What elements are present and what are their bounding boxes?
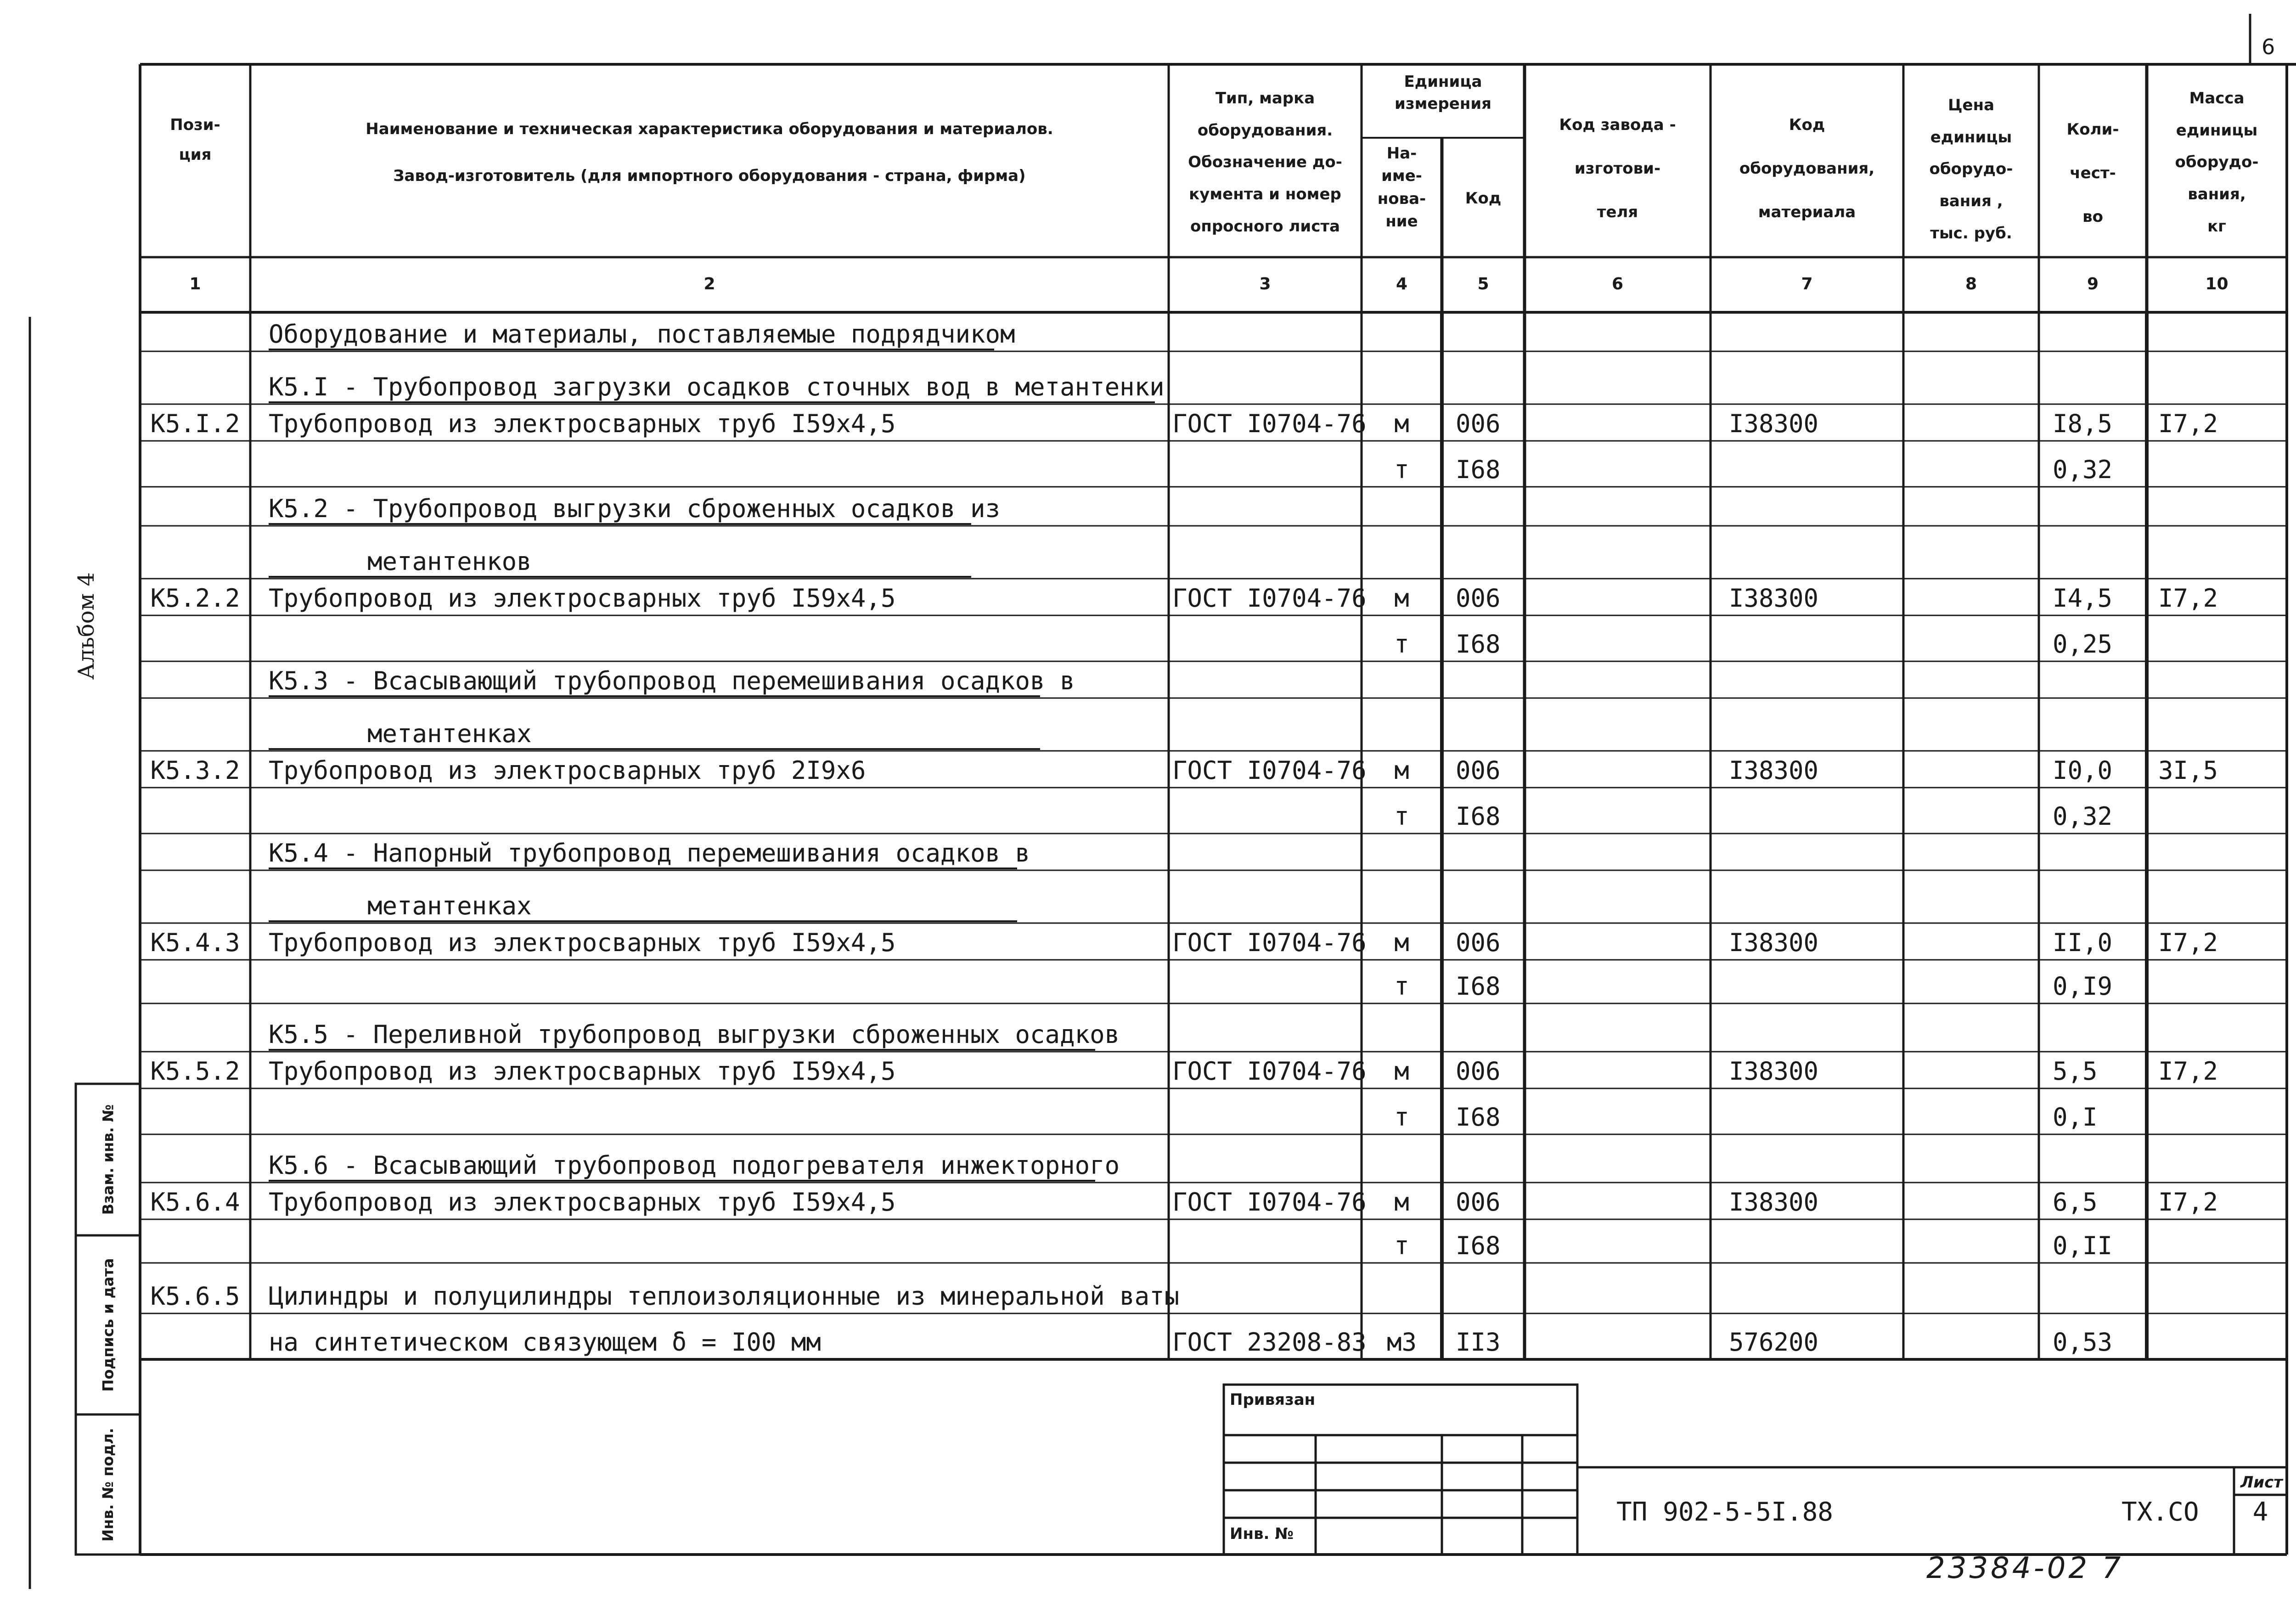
column-number-10: 10: [2205, 275, 2228, 293]
cell-unit: т: [1394, 1103, 1409, 1132]
cell-doc: ГОСТ I0704-76: [1172, 584, 1367, 613]
cell-mass: I7,2: [2158, 928, 2218, 957]
cell-pos: К5.2.2: [150, 584, 240, 613]
cell-mat: I38300: [1729, 1057, 1819, 1086]
table-row: [0, 351, 2296, 404]
cell-unit: м: [1394, 1057, 1409, 1086]
sidebar-vzam: Взам. инв. №: [99, 1104, 117, 1215]
header-quantity: Коли- чест- во: [2066, 120, 2119, 226]
cell-unit: т: [1394, 455, 1409, 484]
cell-unit: м3: [1386, 1328, 1417, 1357]
cell-doc: ГОСТ I0704-76: [1172, 409, 1367, 438]
cell-qty: 0,II: [2053, 1231, 2113, 1260]
cell-name: Трубопровод из электросварных труб I59х4,5: [269, 409, 896, 438]
cell-pos: К5.6.4: [150, 1188, 240, 1217]
cell-name: Трубопровод из электросварных труб I59х4,5: [269, 928, 896, 957]
cell-pos: К5.I.2: [150, 409, 240, 438]
cell-doc: ГОСТ I0704-76: [1172, 756, 1367, 785]
cell-code: 006: [1456, 928, 1501, 957]
table-row: [0, 923, 2296, 960]
table-row: [0, 788, 2296, 834]
header-unit-code: Код: [1465, 189, 1502, 208]
header-equipment-code: Код оборудования, материала: [1739, 116, 1875, 222]
table-row: [0, 1183, 2296, 1219]
cell-code: II3: [1456, 1328, 1501, 1357]
cell-mass: I7,2: [2158, 1188, 2218, 1217]
column-number-5: 5: [1477, 275, 1489, 293]
table-row: [0, 1219, 2296, 1263]
cell-qty: 0,I: [2053, 1103, 2098, 1132]
table-row: [0, 1052, 2296, 1088]
table-row: [0, 698, 2296, 751]
cell-name: Трубопровод из электросварных труб 2I9х6: [269, 756, 866, 785]
cell-code: I68: [1456, 972, 1501, 1001]
cell-code: 006: [1456, 1188, 1501, 1217]
cell-name: К5.6 - Всасывающий трубопровод подогревателя инжекторного: [269, 1151, 1120, 1180]
cell-qty: 0,53: [2053, 1328, 2113, 1357]
table-row: [0, 317, 2296, 351]
cell-mass: 3I,5: [2158, 756, 2218, 785]
album-label: Альбом 4: [73, 572, 99, 680]
column-number-6: 6: [1611, 275, 1624, 293]
stamp-sheet-number: 4: [2252, 1497, 2268, 1527]
table-row: [0, 1003, 2296, 1052]
table-row: [0, 1088, 2296, 1134]
cell-mat: I38300: [1729, 1188, 1819, 1217]
cell-code: 006: [1456, 1057, 1501, 1086]
sidebar-inv-podl: Инв. № подл.: [99, 1427, 117, 1542]
table-row: [0, 441, 2296, 487]
cell-code: I68: [1456, 1103, 1501, 1132]
table-row: [0, 526, 2296, 579]
cell-unit: м: [1394, 756, 1409, 785]
cell-doc: ГОСТ I0704-76: [1172, 928, 1367, 957]
cell-name: Трубопровод из электросварных труб I59х4,5: [269, 1188, 896, 1217]
header-unit-name: На- име- нова- ние: [1377, 144, 1426, 231]
handwritten-number: 23384-02 7: [1926, 1551, 2124, 1585]
cell-doc: ГОСТ 23208-83: [1172, 1328, 1367, 1357]
header-maker-code: Код завода - изготови- теля: [1559, 116, 1676, 222]
table-row: [0, 487, 2296, 526]
cell-code: I68: [1456, 1231, 1501, 1260]
table-row: [0, 834, 2296, 870]
cell-unit: м: [1394, 584, 1409, 613]
cell-name: К5.5 - Переливной трубопровод выгрузки сброженных осадков: [269, 1020, 1120, 1049]
cell-pos: К5.5.2: [150, 1057, 240, 1086]
cell-qty: 0,32: [2053, 455, 2113, 484]
cell-unit: т: [1394, 630, 1409, 659]
table-row: [0, 661, 2296, 698]
cell-qty: I0,0: [2053, 756, 2113, 785]
cell-mat: 576200: [1729, 1328, 1819, 1357]
table-row: [0, 579, 2296, 615]
cell-mat: I38300: [1729, 928, 1819, 957]
cell-mass: I7,2: [2158, 1057, 2218, 1086]
cell-pos: К5.4.3: [150, 928, 240, 957]
cell-qty: I8,5: [2053, 409, 2113, 438]
stamp-doc-code: ТП 902-5-5I.88: [1616, 1497, 1834, 1527]
table-row: [0, 870, 2296, 923]
table-row: [0, 615, 2296, 661]
album-label-wrap: [60, 572, 115, 680]
cell-code: I68: [1456, 630, 1501, 659]
cell-code: 006: [1456, 756, 1501, 785]
cell-name: Трубопровод из электросварных труб I59х4,5: [269, 1057, 896, 1086]
cell-qty: I4,5: [2053, 584, 2113, 613]
header-mass: Масса единицы оборудо- вания, кг: [2175, 89, 2259, 236]
header-position: Пози- ция: [170, 116, 220, 164]
column-number-3: 3: [1259, 275, 1271, 293]
header-unit-group: Единица измерения: [1395, 73, 1491, 113]
stamp-sheet-label: Лист: [2240, 1473, 2283, 1492]
column-number-9: 9: [2087, 275, 2099, 293]
cell-name: метантенках: [367, 719, 532, 748]
table-row: [0, 960, 2296, 1003]
cell-unit: м: [1394, 928, 1409, 957]
cell-qty: 0,25: [2053, 630, 2113, 659]
table-row: [0, 1134, 2296, 1183]
cell-unit: м: [1394, 409, 1409, 438]
table-row: [0, 1263, 2296, 1313]
table-row: [0, 751, 2296, 788]
table-row: [0, 404, 2296, 441]
cell-unit: т: [1394, 1231, 1409, 1260]
cell-mat: I38300: [1729, 756, 1819, 785]
page-number: 6: [2262, 34, 2275, 59]
header-name: Наименование и техническая характеристика оборудования и материалов. Завод-изготовитель (для импортного оборудования - страна, фирма): [366, 120, 1053, 185]
cell-name: метантенков: [367, 547, 532, 576]
cell-name: К5.2 - Трубопровод выгрузки сброженных осадков из: [269, 494, 1001, 523]
cell-mass: I7,2: [2158, 584, 2218, 613]
cell-name: К5.I - Трубопровод загрузки осадков сточных вод в метантенки: [269, 372, 1165, 401]
cell-mat: I38300: [1729, 584, 1819, 613]
cell-qty: 0,I9: [2053, 972, 2113, 1001]
cell-code: I68: [1456, 802, 1501, 831]
cell-doc: ГОСТ I0704-76: [1172, 1188, 1367, 1217]
cell-unit: м: [1394, 1188, 1409, 1217]
cell-qty: 5,5: [2053, 1057, 2098, 1086]
cell-qty: II,0: [2053, 928, 2113, 957]
cell-pos: К5.6.5: [150, 1282, 240, 1311]
column-number-2: 2: [703, 275, 715, 293]
stamp-inv-no: Инв. №: [1230, 1525, 1294, 1543]
sidebar-podpis: Подпись и дата: [99, 1258, 117, 1392]
column-number-7: 7: [1801, 275, 1813, 293]
cell-code: I68: [1456, 455, 1501, 484]
header-type: Тип, марка оборудования. Обозначение до- кумента и номер опросного листа: [1188, 89, 1342, 236]
cell-name: на синтетическом связующем δ = I00 мм: [269, 1328, 821, 1357]
cell-name: Трубопровод из электросварных труб I59х4,5: [269, 584, 896, 613]
table-row: [0, 1313, 2296, 1359]
column-number-8: 8: [1965, 275, 1977, 293]
cell-mass: I7,2: [2158, 409, 2218, 438]
cell-name: Оборудование и материалы, поставляемые подрядчиком: [269, 320, 1015, 349]
cell-code: 006: [1456, 584, 1501, 613]
column-number-1: 1: [189, 275, 201, 293]
cell-name: К5.4 - Напорный трубопровод перемешивания осадков в: [269, 839, 1030, 868]
cell-name: К5.3 - Всасывающий трубопровод перемешивания осадков в: [269, 666, 1075, 695]
cell-unit: т: [1394, 802, 1409, 831]
cell-qty: 0,32: [2053, 802, 2113, 831]
column-number-4: 4: [1396, 275, 1408, 293]
cell-doc: ГОСТ I0704-76: [1172, 1057, 1367, 1086]
cell-name: метантенках: [367, 891, 532, 920]
cell-name: Цилиндры и полуцилиндры теплоизоляционные из минеральной ваты: [269, 1282, 1180, 1311]
cell-pos: К5.3.2: [150, 756, 240, 785]
cell-unit: т: [1394, 972, 1409, 1001]
cell-code: 006: [1456, 409, 1501, 438]
cell-mat: I38300: [1729, 409, 1819, 438]
stamp-privyazan: Привязан: [1230, 1391, 1316, 1409]
stamp-mark: ТХ.СО: [2122, 1497, 2199, 1527]
cell-qty: 6,5: [2053, 1188, 2098, 1217]
header-price: Цена единицы оборудо- вания , тыс. руб.: [1929, 96, 2013, 242]
